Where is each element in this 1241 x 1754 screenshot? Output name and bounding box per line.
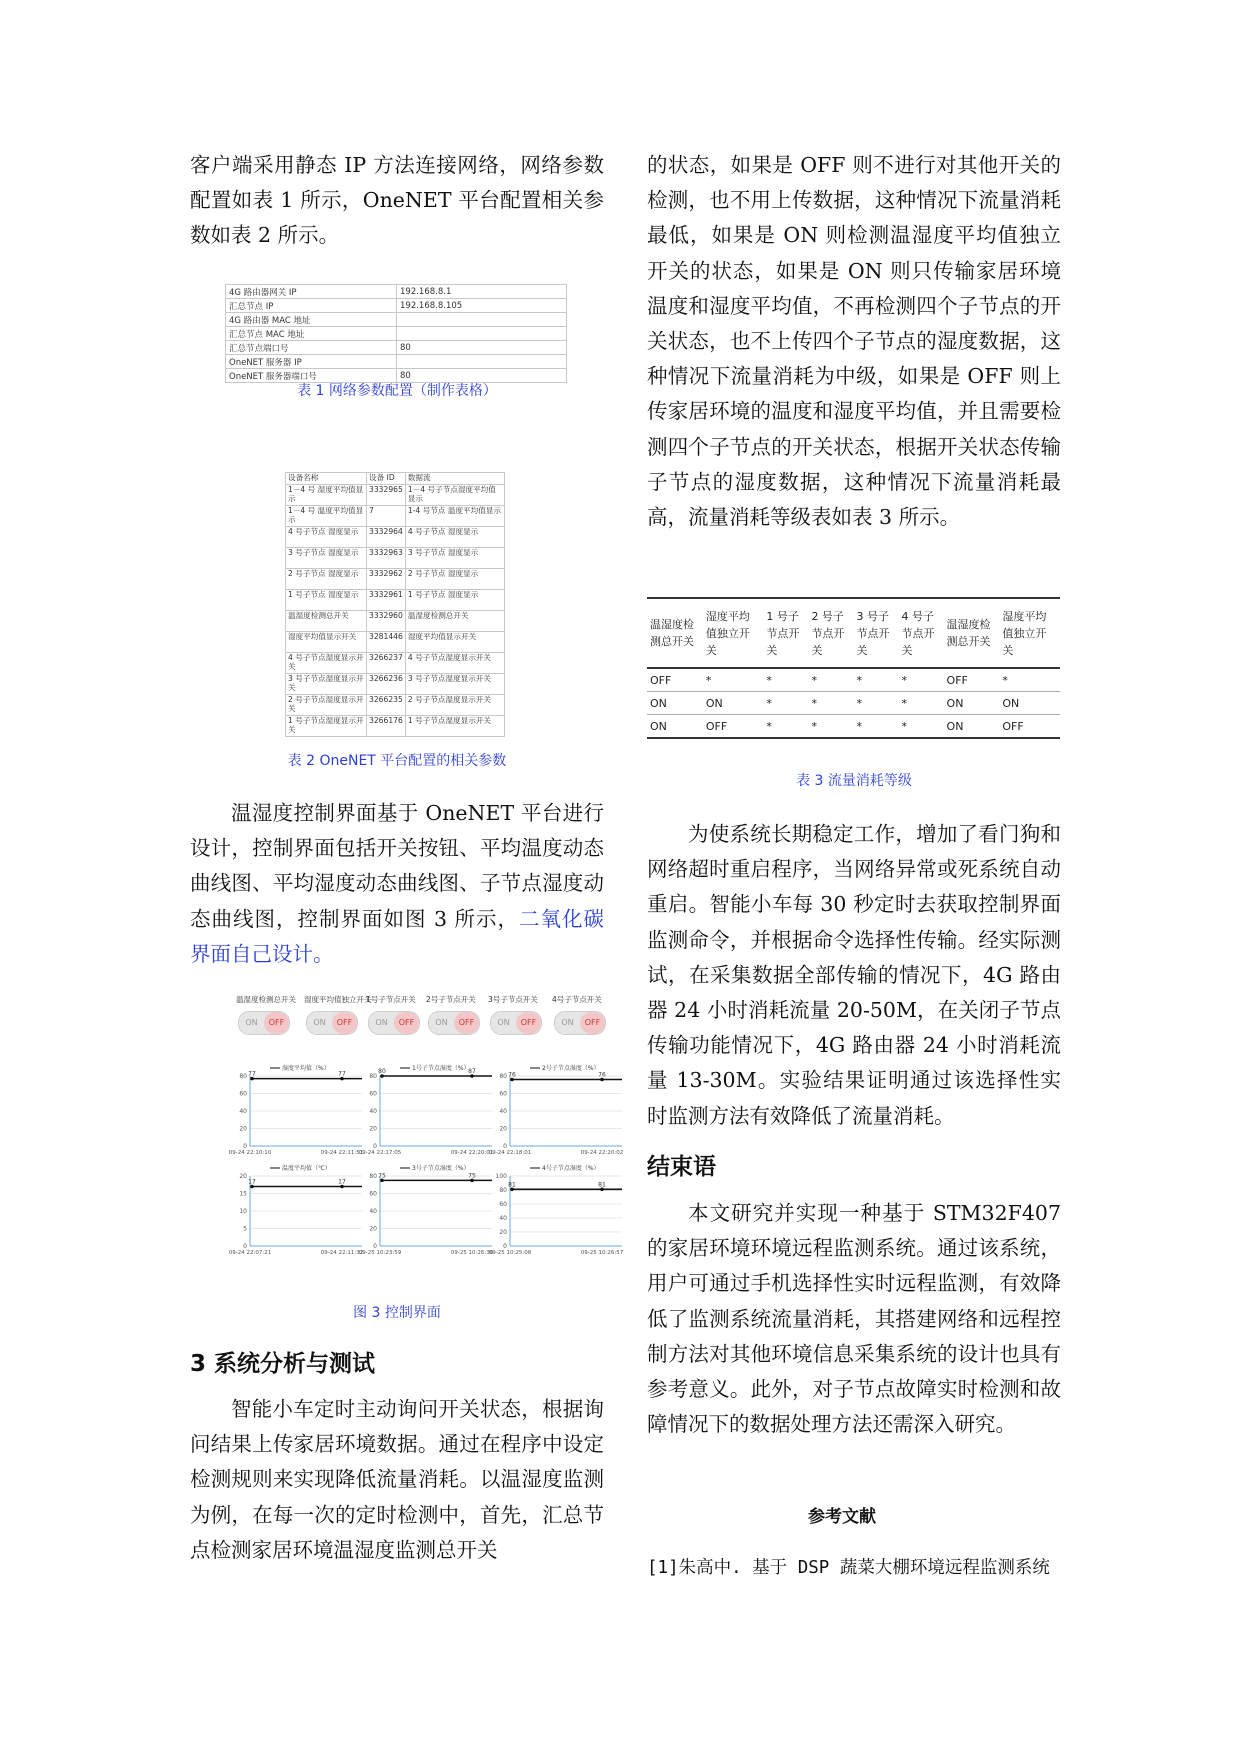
table-cell: 2 号子节点 湿度显示 xyxy=(286,569,367,590)
y-tick-label: 0 xyxy=(373,1143,377,1150)
table-row xyxy=(286,569,505,590)
switch-label: 湿度平均值独立开关 xyxy=(304,995,372,1004)
table-cell: * xyxy=(763,715,808,739)
table-cell: 1-4 号节点 温度平均值显示 xyxy=(405,506,504,527)
table-header-cell: 1 号子节点开关 xyxy=(763,598,808,668)
table-cell: * xyxy=(703,668,764,692)
table-row xyxy=(286,590,505,611)
table-row xyxy=(647,692,1060,715)
table-cell: 1－4 号 温度平均值显示 xyxy=(286,506,367,527)
table-cell: 3 号子节点 湿度显示 xyxy=(286,548,367,569)
figure-3-control-interface xyxy=(228,994,628,1280)
x-tick-label: 09-24 22:20:01 xyxy=(450,1150,494,1156)
table-cell: ON xyxy=(944,692,1000,715)
y-tick-label: 40 xyxy=(499,1108,507,1115)
table-row xyxy=(286,653,505,674)
table-cell: 7 xyxy=(367,506,406,527)
table-cell: 温湿度检测总开关 xyxy=(286,611,367,632)
control-paragraph-text: 温湿度控制界面基于 OneNET 平台进行设计，控制界面包括开关按钮、平均温度动态曲线图、平均湿度动态曲线图、子节点湿度动态曲线图，控制界面如图 3 所示， xyxy=(190,801,604,931)
table-3-caption: 表 3 流量消耗等级 xyxy=(796,773,912,789)
table-row xyxy=(286,611,505,632)
table-cell: 湿度平均值显示开关 xyxy=(405,632,504,653)
table-cell: * xyxy=(899,692,944,715)
x-tick-label: 09-24 22:10:10 xyxy=(228,1150,272,1156)
toggle-on-label: ON xyxy=(375,1018,388,1027)
line-chart xyxy=(229,1064,363,1156)
table-cell: 3281446 xyxy=(367,632,406,653)
x-tick-label: 09-24 22:11:32 xyxy=(320,1250,364,1256)
conclusion-block xyxy=(647,1196,1061,1442)
table-cell: * xyxy=(763,668,808,692)
y-tick-label: 60 xyxy=(239,1090,247,1098)
charts-grid xyxy=(228,994,628,1280)
data-label: 75 xyxy=(468,1172,476,1180)
right-paragraph-2: 为使系统长期稳定工作，增加了看门狗和网络超时重启程序，当网络异常或死系统自动重启。智能小车每 30 秒定时去获取控制界面监测命令，并根据命令选择性传输。经实际测试，在采集数据全部传输的情况下，4G 路由器 24 小时消耗流量 20-50M，在关闭子节点传输功能情况下，4G 路由器 24 小时消耗流量 13-30M。实验结果证明通过该选择性实时监测方法有效降低了流量消耗。 xyxy=(647,822,1061,1128)
table-cell: 80 xyxy=(397,341,567,355)
table-row xyxy=(226,313,567,327)
toggle-on-label: ON xyxy=(435,1018,448,1027)
table-cell: 3332960 xyxy=(367,611,406,632)
switch-label: 1号子节点开关 xyxy=(366,995,416,1004)
table-cell: 80 xyxy=(397,369,567,383)
chart-title: 湿度平均值（%） xyxy=(282,1065,330,1072)
section-3-heading: 3 系统分析与测试 xyxy=(190,1351,376,1377)
table-cell: * xyxy=(808,692,853,715)
line-chart xyxy=(359,1064,493,1156)
table-cell: 湿度平均值显示开关 xyxy=(286,632,367,653)
chart-title: 1号子节点湿度（%） xyxy=(412,1065,470,1072)
toggle-on-label: ON xyxy=(245,1018,258,1027)
y-tick-label: 20 xyxy=(499,1229,507,1236)
conclusion-paragraph: 本文研究并实现一种基于 STM32F407 的家居环境环境远程监测系统。通过该系统，用户可通过手机选择性实时远程监测，有效降低了监测系统流量消耗，其搭建网络和远程控制方法对其他环境信息采集系统的设计也具有参考意义。此外，对子节点故障实时检测和故障情况下的数据处理方法还需深入研究。 xyxy=(647,1201,1061,1437)
data-label: 17 xyxy=(248,1178,256,1186)
table-cell: 1 号子节点湿度显示开关 xyxy=(286,716,367,737)
right-paragraph-1: 的状态，如果是 OFF 则不进行对其他开关的检测，也不用上传数据，这种情况下流量消耗最低，如果是 ON 则检测温湿度平均值独立开关的状态，如果是 ON 则只传输家居环境温度和湿度平均值，不再检测四个子节点的开关状态，也不上传四个子节点的湿度数据，这种情况下流量消耗为中级，如果是 OFF 则上传家居环境的温度和湿度平均值，并且需要检测四个子节点的开关状态，根据开关状态传输子节点的湿度数据，这种情况下流量消耗最高，流量消耗等级表如表 3 所示。 xyxy=(647,153,1061,530)
table-cell: * xyxy=(808,668,853,692)
conclusion-heading-wrap xyxy=(647,1148,716,1181)
y-tick-label: 40 xyxy=(369,1108,377,1115)
x-tick-label: 09-24 22:20:02 xyxy=(580,1150,624,1156)
toggle-off-label: OFF xyxy=(516,1012,541,1034)
table-2-caption: 表 2 OneNET 平台配置的相关参数 xyxy=(287,753,507,769)
right-column-top xyxy=(647,148,1061,535)
y-tick-label: 40 xyxy=(239,1108,247,1115)
y-tick-label: 0 xyxy=(373,1243,377,1250)
figure-3-caption: 图 3 控制界面 xyxy=(353,1305,441,1321)
table-header-cell: 数据流 xyxy=(405,473,504,485)
table-cell: 1 号子节点 湿度显示 xyxy=(405,590,504,611)
table-cell: * xyxy=(899,668,944,692)
x-tick-label: 09-25 10:25:08 xyxy=(488,1250,532,1256)
table-cell: OFF xyxy=(999,715,1060,739)
table-cell: * xyxy=(853,668,898,692)
y-tick-label: 20 xyxy=(239,1125,247,1133)
table-header-cell: 温湿度检测总开关 xyxy=(647,598,703,668)
control-paragraph-block xyxy=(190,796,604,972)
y-tick-label: 0 xyxy=(243,1143,247,1150)
table-cell: ON xyxy=(647,715,703,739)
table-row xyxy=(226,285,567,299)
x-tick-label: 09-25 10:26:57 xyxy=(580,1250,624,1256)
table-cell: 3 号子节点湿度显示开关 xyxy=(286,674,367,695)
y-tick-label: 0 xyxy=(243,1243,247,1250)
table-header-cell: 2 号子节点开关 xyxy=(808,598,853,668)
table-row xyxy=(286,632,505,653)
y-tick-label: 0 xyxy=(503,1243,507,1250)
y-tick-label: 60 xyxy=(369,1190,377,1198)
table-cell: 1 号子节点湿度显示开关 xyxy=(405,716,504,737)
data-label: 81 xyxy=(598,1181,606,1189)
data-label: 76 xyxy=(508,1071,516,1079)
table-cell: ON xyxy=(703,692,764,715)
line-chart xyxy=(229,1164,363,1256)
table-cell xyxy=(397,313,567,327)
y-tick-label: 20 xyxy=(369,1125,377,1133)
table-cell: 4 号子节点 湿度显示 xyxy=(405,527,504,548)
table-cell: * xyxy=(999,668,1060,692)
table-cell: 3 号子节点湿度显示开关 xyxy=(405,674,504,695)
data-label: 76 xyxy=(598,1071,606,1079)
switch-label: 3号子节点开关 xyxy=(488,995,538,1004)
table-cell: 3 号子节点 湿度显示 xyxy=(405,548,504,569)
table-cell: OFF xyxy=(647,668,703,692)
table-row xyxy=(286,695,505,716)
table-cell: 4G 路由器网关 IP xyxy=(226,285,397,299)
chart-title: 2号子节点湿度（%） xyxy=(542,1065,600,1072)
table-header-cell: 设备 ID xyxy=(367,473,406,485)
references-heading: 参考文献 xyxy=(808,1507,876,1527)
table-cell: 192.168.8.105 xyxy=(397,299,567,313)
table-cell: OneNET 服务器端口号 xyxy=(226,369,397,383)
table-cell: 3332964 xyxy=(367,527,406,548)
chart-title: 温度平均值（℃） xyxy=(282,1165,331,1172)
table-cell: OneNET 服务器 IP xyxy=(226,355,397,369)
y-tick-label: 15 xyxy=(239,1190,247,1198)
toggle-on-label: ON xyxy=(561,1018,574,1027)
table-cell: 192.168.8.1 xyxy=(397,285,567,299)
table-cell: ON xyxy=(647,692,703,715)
x-tick-label: 09-24 22:07:21 xyxy=(228,1250,272,1256)
switch-label: 4号子节点开关 xyxy=(552,995,602,1004)
table-cell xyxy=(397,327,567,341)
x-tick-label: 09-25 10:23:59 xyxy=(358,1250,402,1256)
table-row xyxy=(286,506,505,527)
y-tick-label: 80 xyxy=(369,1173,377,1180)
reference-1: [1]朱高中. 基于 DSP 蔬菜大棚环境远程监测系统 xyxy=(647,1558,1050,1578)
y-tick-label: 80 xyxy=(239,1073,247,1080)
right-paragraph-2-block xyxy=(647,817,1061,1134)
data-label: 80 xyxy=(378,1068,386,1075)
x-tick-label: 09-24 22:17:05 xyxy=(358,1150,402,1156)
section-3-block xyxy=(190,1392,604,1568)
line-chart xyxy=(359,1164,494,1256)
chart-title: 3号子节点湿度（%） xyxy=(412,1165,470,1172)
data-label: 81 xyxy=(508,1181,516,1189)
toggle-off-label: OFF xyxy=(454,1012,479,1034)
table-row xyxy=(647,668,1060,692)
table-cell: 3332961 xyxy=(367,590,406,611)
table-row xyxy=(647,715,1060,739)
y-tick-label: 20 xyxy=(239,1173,247,1180)
switch-label: 温湿度检测总开关 xyxy=(236,995,296,1004)
y-tick-label: 60 xyxy=(499,1090,507,1098)
table-cell: * xyxy=(899,715,944,739)
table-cell: 2 号子节点湿度显示开关 xyxy=(286,695,367,716)
y-tick-label: 100 xyxy=(495,1173,507,1180)
toggle-off-label: OFF xyxy=(264,1012,289,1034)
control-paragraph xyxy=(190,796,604,972)
table-row xyxy=(286,527,505,548)
data-label: 77 xyxy=(338,1070,346,1078)
toggle-on-label: ON xyxy=(313,1018,326,1027)
x-tick-label: 09-25 10:26:30 xyxy=(450,1250,494,1256)
table-cell: 3266176 xyxy=(367,716,406,737)
table-row xyxy=(226,355,567,369)
table-row xyxy=(226,299,567,313)
table-row xyxy=(286,716,505,737)
table-row xyxy=(286,674,505,695)
table-cell: * xyxy=(763,692,808,715)
y-tick-label: 80 xyxy=(499,1073,507,1080)
toggle-off-label: OFF xyxy=(580,1012,605,1034)
section-3-heading-wrap xyxy=(190,1345,375,1378)
section-3-paragraph: 智能小车定时主动询问开关状态，根据询问结果上传家居环境数据。通过在程序中设定检测规则来实现降低流量消耗。以温湿度监测为例，在每一次的定时检测中，首先，汇总节点检测家居环境温湿度监测总开关 xyxy=(190,1397,604,1562)
y-tick-label: 20 xyxy=(499,1125,507,1133)
table-cell: 3266236 xyxy=(367,674,406,695)
intro-paragraph: 客户端采用静态 IP 方法连接网络，网络参数配置如表 1 所示，OneNET 平台配置相关参数如表 2 所示。 xyxy=(190,153,604,248)
table-cell: * xyxy=(853,692,898,715)
table-cell: 1－4 号子节点湿度平均值显示 xyxy=(405,485,504,506)
data-label: 75 xyxy=(378,1172,386,1180)
y-tick-label: 20 xyxy=(369,1225,377,1233)
x-tick-label: 09-24 22:18:01 xyxy=(488,1150,532,1156)
y-tick-label: 60 xyxy=(369,1090,377,1098)
left-column xyxy=(190,148,604,254)
table-row xyxy=(226,327,567,341)
table-cell: OFF xyxy=(703,715,764,739)
table-row xyxy=(286,485,505,506)
table-cell: 温湿度检测总开关 xyxy=(405,611,504,632)
table-row xyxy=(286,548,505,569)
table-cell: * xyxy=(808,715,853,739)
table-cell xyxy=(397,355,567,369)
table-header-cell: 3 号子节点开关 xyxy=(853,598,898,668)
table-cell: 4 号子节点湿度显示开关 xyxy=(405,653,504,674)
line-chart xyxy=(489,1064,623,1156)
table-cell: 4 号子节点 湿度显示 xyxy=(286,527,367,548)
table-header-cell: 湿度平均值独立开关 xyxy=(703,598,764,668)
chart-title: 4号子节点湿度（%） xyxy=(542,1165,600,1172)
toggle-off-label: OFF xyxy=(332,1012,357,1034)
table-row xyxy=(226,341,567,355)
table-cell: 汇总节点端口号 xyxy=(226,341,397,355)
y-tick-label: 5 xyxy=(243,1225,247,1233)
y-tick-label: 40 xyxy=(369,1208,377,1215)
y-tick-label: 0 xyxy=(503,1143,507,1150)
table-cell: 3332963 xyxy=(367,548,406,569)
table-header-cell: 4 号子节点开关 xyxy=(899,598,944,668)
table-cell: * xyxy=(853,715,898,739)
y-tick-label: 80 xyxy=(499,1187,507,1194)
toggle-off-label: OFF xyxy=(394,1012,419,1034)
toggle-on-label: ON xyxy=(497,1018,510,1027)
table-cell: 3332965 xyxy=(367,485,406,506)
table-header-cell: 湿度平均值独立开关 xyxy=(999,598,1060,668)
data-label: 77 xyxy=(248,1070,256,1078)
table-cell: 3332962 xyxy=(367,569,406,590)
table-cell: ON xyxy=(944,715,1000,739)
y-tick-label: 10 xyxy=(239,1208,247,1215)
table-cell: 汇总节点 MAC 地址 xyxy=(226,327,397,341)
table-cell: 3266237 xyxy=(367,653,406,674)
conclusion-heading: 结束语 xyxy=(647,1154,716,1180)
table-2-onenet-params xyxy=(285,472,505,737)
table-cell: ON xyxy=(999,692,1060,715)
y-tick-label: 80 xyxy=(369,1073,377,1080)
table-1-caption: 表 1 网络参数配置（制作表格） xyxy=(297,383,497,399)
table-cell: 3266235 xyxy=(367,695,406,716)
x-tick-label: 09-24 22:11:51 xyxy=(320,1150,364,1156)
table-cell: 2 号子节点湿度显示开关 xyxy=(405,695,504,716)
table-header-cell: 温湿度检测总开关 xyxy=(944,598,1000,668)
y-tick-label: 40 xyxy=(499,1215,507,1222)
data-label: 17 xyxy=(338,1178,346,1186)
table-cell: 2 号子节点 湿度显示 xyxy=(405,569,504,590)
table-cell: 1－4 号 湿度平均值显示 xyxy=(286,485,367,506)
table-1-network-config xyxy=(225,284,567,383)
table-cell: 4G 路由器 MAC 地址 xyxy=(226,313,397,327)
line-chart xyxy=(489,1164,624,1256)
table-3-traffic-levels xyxy=(647,597,1060,739)
control-paragraph-link: 二氧化碳界面自己设计。 xyxy=(190,906,605,966)
table-header-cell: 设备名称 xyxy=(286,473,367,485)
data-label: 87 xyxy=(468,1068,476,1075)
table-cell: OFF xyxy=(944,668,1000,692)
table-cell: 1 号子节点 湿度显示 xyxy=(286,590,367,611)
table-cell: 4 号子节点湿度显示开关 xyxy=(286,653,367,674)
y-tick-label: 60 xyxy=(499,1201,507,1208)
switch-label: 2号子节点开关 xyxy=(426,995,476,1004)
table-cell: 汇总节点 IP xyxy=(226,299,397,313)
